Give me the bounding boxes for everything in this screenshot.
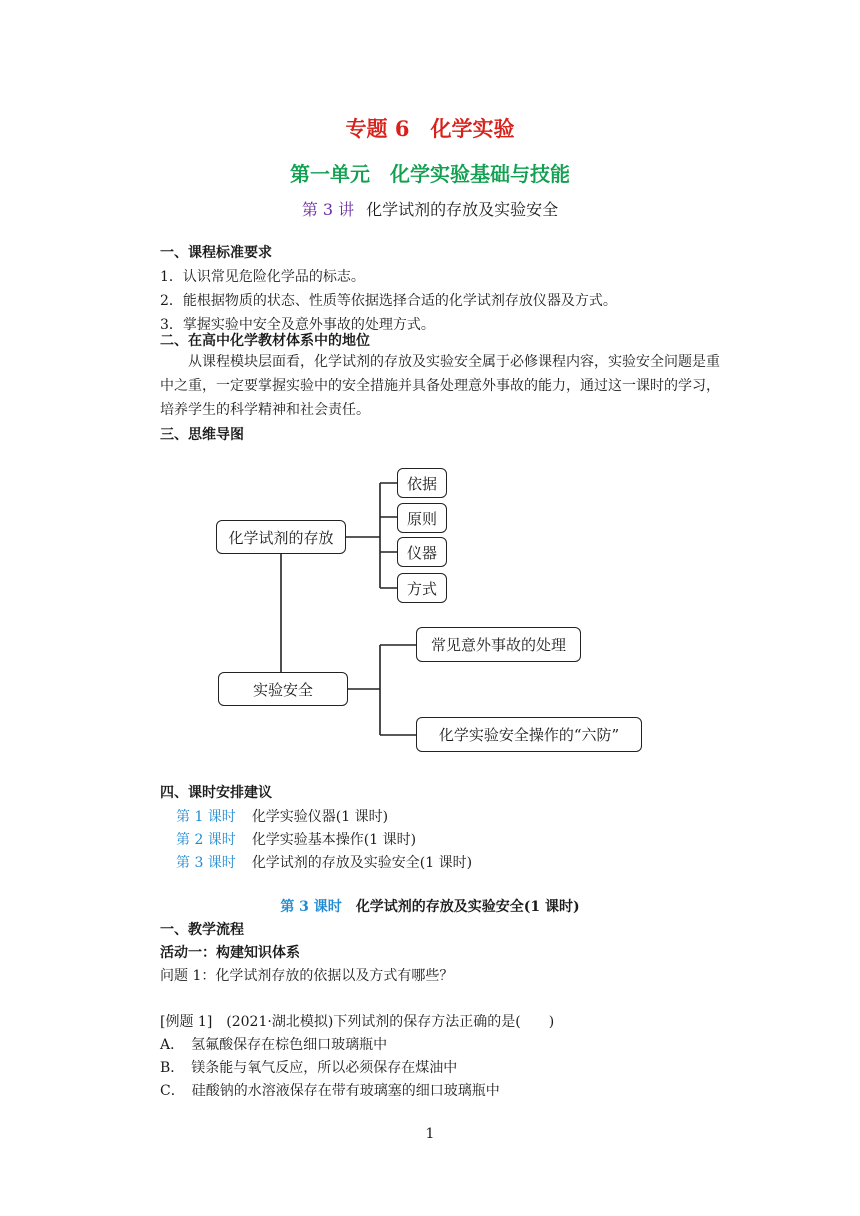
mindmap-node-safety: 实验安全: [218, 672, 348, 706]
unit-title: 第一单元 化学实验基础与技能: [290, 162, 570, 186]
option-a: A． 氢氟酸保存在棕色细口玻璃瓶中: [160, 1037, 388, 1053]
mindmap-node-six-prevent: 化学实验安全操作的“六防”: [416, 717, 642, 752]
section-1-heading: 一、课程标准要求: [160, 245, 272, 261]
section-2-heading: 二、在高中化学教材体系中的地位: [160, 333, 370, 349]
question-text: 问题 1：化学试剂存放的依据以及方式有哪些？: [160, 968, 454, 984]
lesson-title: 化学实验仪器(1 课时): [251, 809, 389, 825]
activity-heading: 活动一：构建知识体系: [160, 945, 300, 961]
section-2-paragraph: 从课程模块层面看，化学试剂的存放及实验安全属于必修课程内容，实验安全问题是重中之重，一定要掌握实验中的安全措施并具备处理意外事故的能力，通过这一课时的学习，培养学生的科学精神和社会责任。: [160, 354, 720, 418]
mindmap-node-storage: 化学试剂的存放: [216, 520, 346, 554]
mindmap-node-principle: 原则: [397, 503, 447, 533]
mindmap-node-accident: 常见意外事故的处理: [416, 627, 581, 662]
lesson-title: 化学实验基本操作(1 课时): [251, 832, 417, 848]
lesson-plan-item: [176, 852, 472, 872]
lesson-plan-item: [176, 829, 416, 849]
section-3-heading: 三、思维导图: [160, 427, 244, 443]
mindmap-node-method: 方式: [397, 573, 447, 603]
section-4-heading: 四、课时安排建议: [160, 785, 272, 801]
lecture-name: 化学试剂的存放及实验安全: [366, 200, 559, 219]
option-b: B． 镁条能与氧气反应，所以必须保存在煤油中: [160, 1060, 458, 1076]
lecture-number: 第 3 讲: [301, 200, 355, 219]
topic-title: 专题 6 化学实验: [345, 116, 515, 141]
lesson-number: 第 1 课时: [176, 809, 236, 825]
requirement-item: 2．能根据物质的状态、性质等依据选择合适的化学试剂存放仪器及方式。: [160, 293, 617, 309]
page-number: 1: [425, 1126, 435, 1142]
lesson-3-number: 第 3 课时: [280, 899, 342, 915]
lesson-number: 第 3 课时: [176, 855, 236, 871]
lesson-title: 化学试剂的存放及实验安全(1 课时): [251, 855, 473, 871]
requirement-item: 1．认识常见危险化学品的标志。: [160, 269, 365, 285]
teaching-flow-heading: 一、教学流程: [160, 922, 244, 938]
requirement-item: 3．掌握实验中安全及意外事故的处理方式。: [160, 317, 435, 333]
mindmap-node-instrument: 仪器: [397, 537, 447, 567]
mindmap-node-basis: 依据: [397, 468, 447, 498]
lesson-3-title: 化学试剂的存放及实验安全(1 课时): [355, 899, 580, 915]
example-question: [例题 1] (2021·湖北模拟)下列试剂的保存方法正确的是( ): [160, 1014, 555, 1030]
lesson-3-heading: [0, 896, 860, 916]
lesson-number: 第 2 课时: [176, 832, 236, 848]
option-c: C． 硅酸钠的水溶液保存在带有玻璃塞的细口玻璃瓶中: [160, 1083, 500, 1099]
lesson-plan-item: [176, 806, 388, 826]
